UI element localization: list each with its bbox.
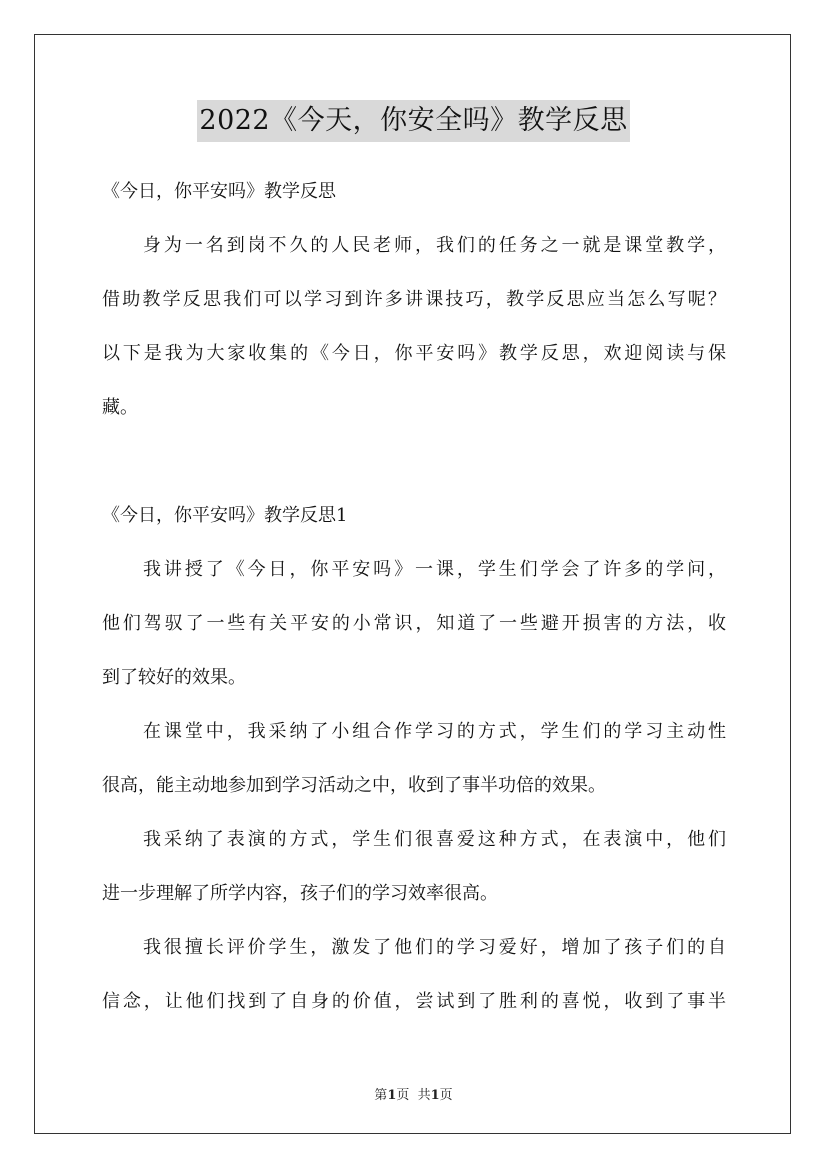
intro-line: 以下是我为大家收集的《今日，你平安吗》教学反思，欢迎阅读与保 bbox=[102, 343, 726, 364]
total-pages: 1 bbox=[430, 1088, 440, 1103]
paragraph-line: 他们驾驭了一些有关平安的小常识，知道了一些避开损害的方法，收 bbox=[102, 613, 726, 634]
paragraph-line: 进一步理解了所学内容，孩子们的学习效率很高。 bbox=[102, 883, 498, 904]
footer-prefix: 第 bbox=[374, 1088, 388, 1103]
title-wrap bbox=[0, 100, 827, 142]
document-title: 2022《今天，你安全吗》教学反思 bbox=[197, 100, 629, 142]
section-heading: 《今日，你平安吗》教学反思1 bbox=[102, 505, 348, 526]
intro-line: 身为一名到岗不久的人民老师，我们的任务之一就是课堂教学， bbox=[143, 235, 726, 256]
footer-suffix: 页 bbox=[439, 1088, 453, 1103]
subtitle: 《今日，你平安吗》教学反思 bbox=[102, 181, 336, 202]
paragraph-line: 信念，让他们找到了自身的价值，尝试到了胜利的喜悦，收到了事半 bbox=[102, 991, 726, 1012]
footer-mid: 页 共 bbox=[396, 1088, 431, 1103]
paragraph-line: 很高，能主动地参加到学习活动之中，收到了事半功倍的效果。 bbox=[102, 775, 606, 796]
paragraph-line: 我很擅长评价学生，激发了他们的学习爱好，增加了孩子们的自 bbox=[143, 937, 726, 958]
page-footer bbox=[0, 1084, 827, 1103]
document-body bbox=[102, 170, 726, 1034]
page-number: 1 bbox=[387, 1088, 397, 1103]
intro-line: 藏。 bbox=[102, 397, 138, 418]
intro-line: 借助教学反思我们可以学习到许多讲课技巧，教学反思应当怎么写呢？ bbox=[102, 289, 726, 310]
spacer bbox=[102, 440, 726, 494]
paragraph-line: 在课堂中，我采纳了小组合作学习的方式，学生们的学习主动性 bbox=[143, 721, 726, 742]
paragraph-line: 我讲授了《今日，你平安吗》一课，学生们学会了许多的学问， bbox=[143, 559, 726, 580]
paragraph-line: 到了较好的效果。 bbox=[102, 667, 246, 688]
paragraph-line: 我采纳了表演的方式，学生们很喜爱这种方式，在表演中，他们 bbox=[143, 829, 726, 850]
